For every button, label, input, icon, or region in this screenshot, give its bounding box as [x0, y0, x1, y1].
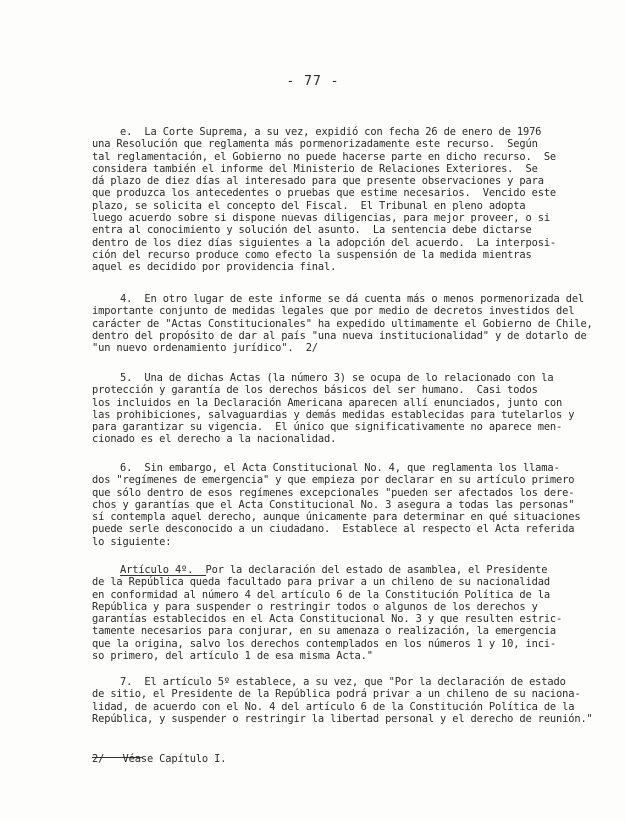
- text-line: 7. El artículo 5º establece, a su vez, que "Por la declaración de estado: [120, 676, 566, 688]
- text-line: considera también el informe del Ministerio de Relaciones Exteriores. Se: [92, 162, 538, 175]
- text-line: carácter de "Actas Constitucionales" ha expedido ultimamente el Gobierno de Chile,: [92, 317, 593, 330]
- text-line: cionado es el derecho a la nacionalidad.: [92, 433, 337, 446]
- text-line: 4. En otro lugar de este informe se dá cuenta más o menos pormenorizada del: [120, 293, 585, 305]
- text-line: puede serle desconocido a un ciudadano. Establece al respecto el Acta referida: [92, 523, 575, 536]
- text-line: e. La Corte Suprema, a su vez, expidió con fecha 26 de enero de 1976: [120, 126, 542, 138]
- paragraph-4: [92, 293, 593, 354]
- text-line: 5. Una de dichas Actas (la número 3) se ocupa de lo relacionado con la: [120, 372, 554, 384]
- page-number: - 77 -: [286, 74, 340, 89]
- footnote: [92, 753, 226, 765]
- footnote-text: 2/ Véase Capítulo I.: [92, 753, 227, 765]
- text-line: dá plazo de diez días al interesado para que presente observaciones y para: [92, 175, 544, 188]
- text-line: en conformidad al número 4 del artículo 6 de la Constitución Política de la: [92, 588, 550, 601]
- text-line: garantías establecidos en el Acta Constitucional No. 3 y que resulten estric-: [92, 613, 563, 626]
- text-line: que la origina, salvo los derechos contemplados en los números 1 y 10, inci-: [92, 637, 557, 650]
- text-line: plazo, se solicita el concepto del Fiscal. El Tribunal en pleno adopta: [92, 199, 526, 212]
- text-line: que produzca los antecedentes o pruebas que estime necesarios. Vencido este: [92, 187, 557, 200]
- text-line: Artículo 4º. Por la declaración del estado de asamblea, el Presidente: [120, 564, 548, 576]
- text-line: dentro de los diez días siguientes a la adopción del acuerdo. La interposi-: [92, 236, 557, 249]
- quote-heading-underline: [120, 575, 206, 576]
- text-line: 6. Sin embargo, el Acta Constitucional No. 4, que reglamenta los llama-: [120, 462, 560, 474]
- text-line: de sitio, el Presidente de la República podrá privar a un chileno de su naciona-: [92, 688, 581, 701]
- text-line: los incluidos en la Declaración Americana aparecen allí enunciados, junto con: [92, 396, 563, 409]
- text-line: so primero, del artículo 1 de esa misma Acta.": [92, 650, 373, 663]
- text-line: lidad, de acuerdo con el No. 4 del artículo 6 de la Constitución Política de la: [92, 700, 575, 713]
- text-line: tamente necesarios para conjurar, en su amenaza o realización, la emergencia: [92, 625, 557, 638]
- text-line: una Resolución que reglamenta más pormenorizadamente este recurso. Según: [92, 138, 538, 151]
- text-line: "un nuevo ordenamiento jurídico". 2/: [92, 342, 318, 355]
- text-line: para garantizar su vigencia. El único que significativamente no aparece men-: [92, 421, 563, 434]
- text-line: chos y garantías que el Acta Constitucional No. 3 asegura a todas las personas": [92, 498, 575, 511]
- text-line: protección y garantía de los derechos básicos del ser humano. Casi todos: [92, 384, 538, 397]
- text-line: importante conjunto de medidas legales que por medio de decretos investidos del: [92, 305, 575, 318]
- paragraph-6: [92, 462, 580, 548]
- text-line: luego acuerdo sobre si dispone nuevas diligencias, para mejor proveer, o si: [92, 212, 550, 225]
- text-line: lo siguiente:: [92, 535, 172, 548]
- text-line: que sólo dentro de esos regímenes excepcionales "pueden ser afectados los dere-: [92, 486, 575, 499]
- text-line: República y para suspender o restringir todos o algunos de los derechos y: [92, 600, 538, 613]
- paragraph-e: [92, 126, 556, 274]
- text-line: entra al conocimiento y solución del asunto. La sentencia debe dictarse: [92, 224, 532, 237]
- text-line: tal reglamentación, el Gobierno no puede hacerse parte en dicho recurso. Se: [92, 150, 557, 163]
- paragraph-5: [92, 372, 574, 446]
- quote-article-4: [92, 564, 562, 662]
- text-line: de la República queda facultado para privar a un chileno de su nacionalidad: [92, 576, 550, 589]
- text-line: sí contempla aquel derecho, aunque únicamente para determinar en qué situaciones: [92, 511, 581, 524]
- text-line: dentro del propósito de dar al país "una nueva institucionalidad" y de dotarlo de: [92, 329, 587, 342]
- text-line: las prohibiciones, salvaguardias y demás medidas establecidas para tutelarlos y: [92, 408, 575, 421]
- text-line: ción del recurso produce como efecto la suspensión de la medida mientras: [92, 248, 532, 261]
- text-line: aquel es decidido por providencia final.: [92, 261, 337, 274]
- text-line: dos "regímenes de emergencia" y que empieza por declarar en su artículo primero: [92, 474, 575, 487]
- text-line: República, y suspender o restringir la libertad personal y el derecho de reunión.": [92, 712, 593, 725]
- paragraph-7: [92, 676, 593, 725]
